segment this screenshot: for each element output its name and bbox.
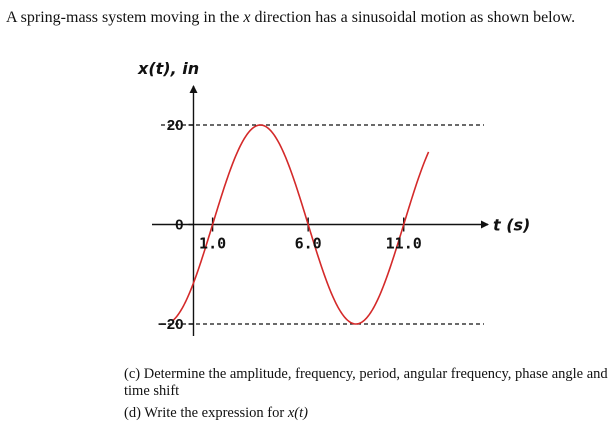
y-tick-label: 0	[175, 216, 184, 234]
question-d-expression: x(t)	[287, 405, 308, 421]
y-axis-title: x(t), in	[138, 59, 200, 78]
x-tick-label: 6.0	[294, 234, 322, 253]
question-d-text: (d) Write the expression for	[124, 405, 288, 421]
question-d	[124, 405, 308, 422]
x-tick-label: 11.0	[385, 234, 422, 253]
y-tick-label: 20	[166, 117, 184, 134]
intro-variable-x: x	[243, 9, 251, 26]
intro-text-before: A spring-mass system moving in the	[6, 9, 244, 26]
question-c: (c) Determine the amplitude, frequency, period, angular frequency, phase angle and time shift	[124, 366, 608, 399]
x-tick-label: 1.0	[199, 234, 227, 253]
intro-text-after: direction has a sinusoidal motion as shown below.	[250, 9, 576, 26]
y-tick-label: −20	[158, 316, 184, 333]
x-axis-title: t (s)	[493, 215, 531, 235]
